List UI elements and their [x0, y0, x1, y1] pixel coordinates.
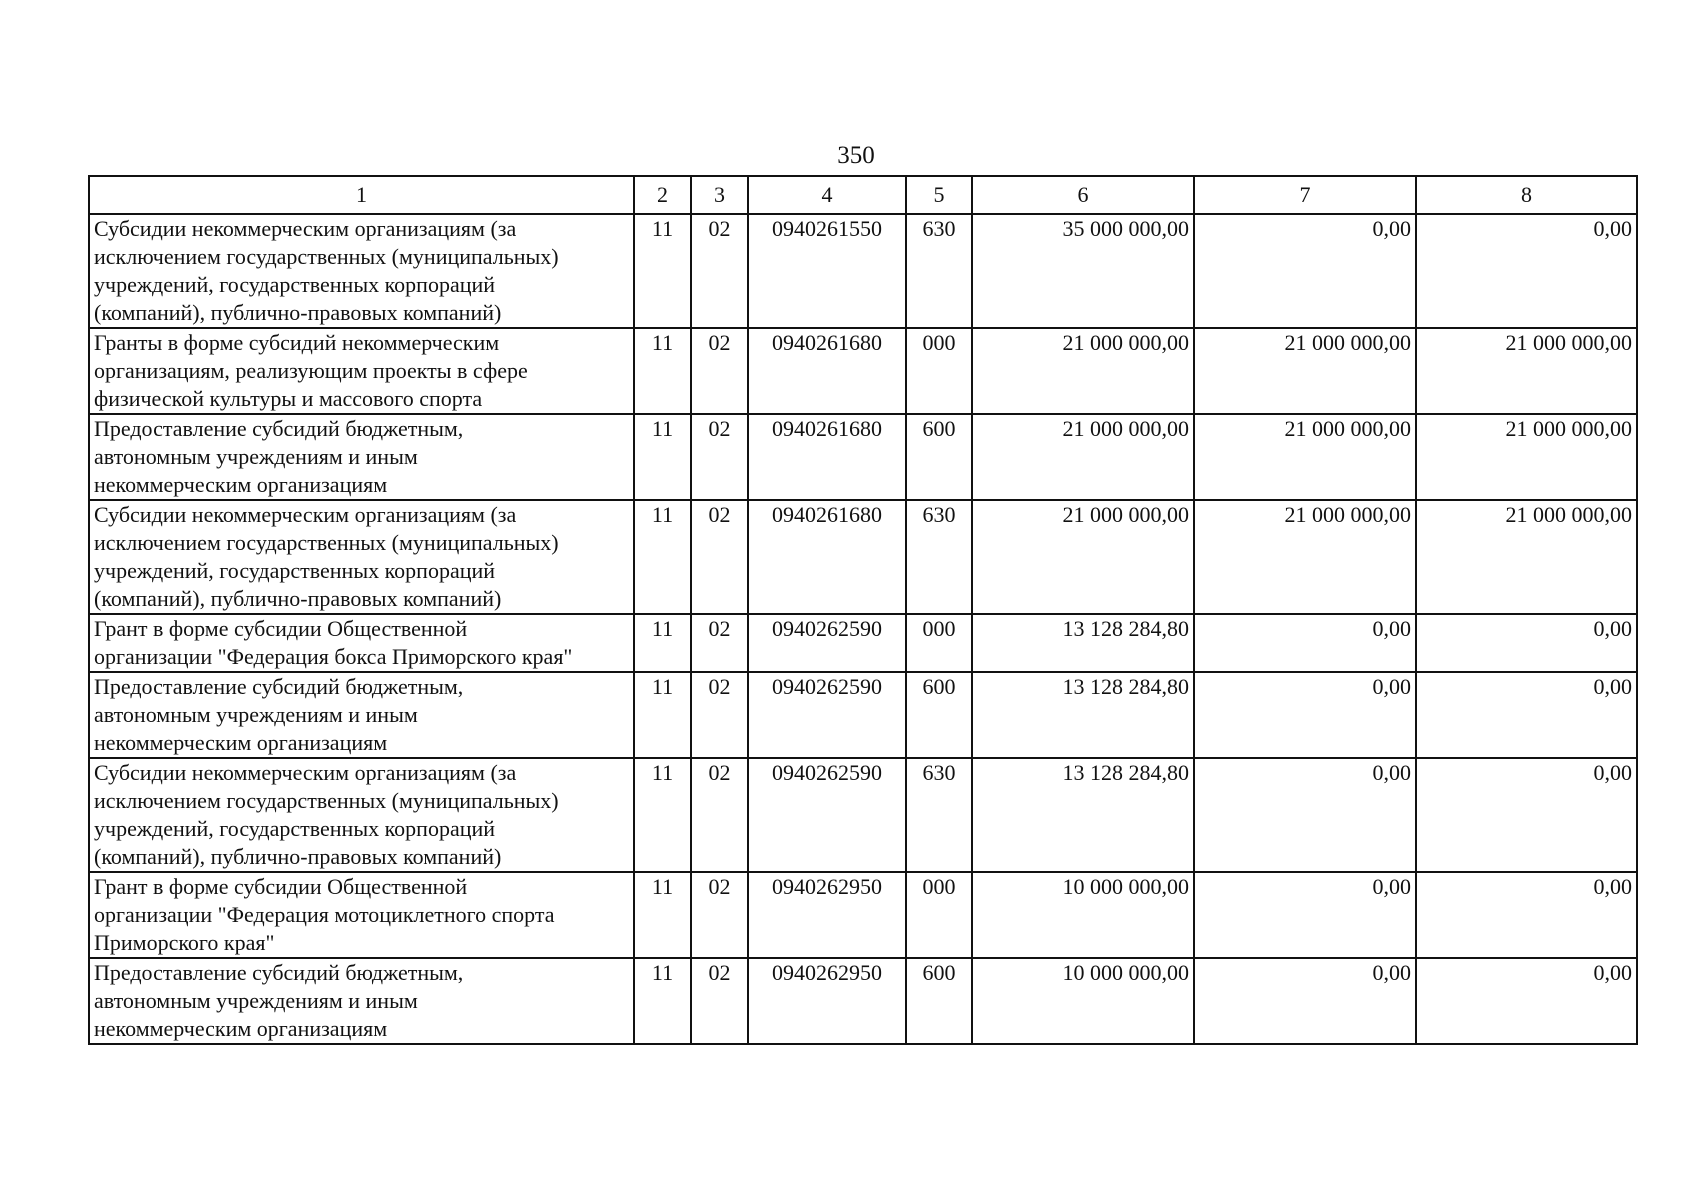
expense-type-code: 000 — [906, 872, 972, 958]
section-code: 11 — [634, 414, 691, 500]
description-line: организации "Федерация мотоциклетного спорта — [94, 902, 555, 927]
table-row — [89, 328, 1637, 414]
expense-type-code: 000 — [906, 328, 972, 414]
row-description — [89, 672, 634, 758]
expense-type-code: 630 — [906, 758, 972, 872]
header-row — [89, 176, 1637, 214]
amount-column-8: 0,00 — [1416, 214, 1637, 328]
description-line: учреждений, государственных корпораций — [94, 816, 496, 841]
target-article-code: 0940262590 — [748, 672, 906, 758]
amount-column-6: 13 128 284,80 — [972, 614, 1194, 672]
description-line: некоммерческим организациям — [94, 1016, 388, 1041]
amount-column-6: 35 000 000,00 — [972, 214, 1194, 328]
page-number: 350 — [837, 142, 875, 169]
description-line: Предоставление субсидий бюджетным, — [94, 674, 464, 699]
amount-column-7: 0,00 — [1194, 958, 1416, 1044]
description-line: Приморского края" — [94, 930, 275, 955]
budget-table — [88, 175, 1638, 1045]
row-description — [89, 758, 634, 872]
row-description — [89, 958, 634, 1044]
amount-column-6: 13 128 284,80 — [972, 758, 1194, 872]
table-row — [89, 872, 1637, 958]
description-line: некоммерческим организациям — [94, 730, 388, 755]
column-header: 1 — [89, 176, 634, 214]
amount-column-6: 21 000 000,00 — [972, 500, 1194, 614]
amount-column-8: 0,00 — [1416, 614, 1637, 672]
description-line: (компаний), публично-правовых компаний) — [94, 586, 502, 611]
amount-column-8: 21 000 000,00 — [1416, 500, 1637, 614]
description-line: исключением государственных (муниципальных) — [94, 788, 559, 813]
table-row — [89, 758, 1637, 872]
table-row — [89, 614, 1637, 672]
table-row — [89, 414, 1637, 500]
description-line: Субсидии некоммерческим организациям (за — [94, 216, 517, 241]
target-article-code: 0940262590 — [748, 614, 906, 672]
column-header: 4 — [748, 176, 906, 214]
amount-column-7: 21 000 000,00 — [1194, 500, 1416, 614]
expense-type-code: 630 — [906, 500, 972, 614]
expense-type-code: 600 — [906, 958, 972, 1044]
subsection-code: 02 — [691, 328, 748, 414]
row-description — [89, 500, 634, 614]
amount-column-8: 0,00 — [1416, 672, 1637, 758]
description-line: автономным учреждениям и иным — [94, 702, 418, 727]
amount-column-7: 0,00 — [1194, 614, 1416, 672]
description-line: Субсидии некоммерческим организациям (за — [94, 760, 517, 785]
amount-column-8: 0,00 — [1416, 758, 1637, 872]
amount-column-6: 21 000 000,00 — [972, 414, 1194, 500]
target-article-code: 0940262590 — [748, 758, 906, 872]
column-header: 7 — [1194, 176, 1416, 214]
amount-column-8: 21 000 000,00 — [1416, 328, 1637, 414]
target-article-code: 0940261680 — [748, 414, 906, 500]
target-article-code: 0940261680 — [748, 328, 906, 414]
subsection-code: 02 — [691, 672, 748, 758]
section-code: 11 — [634, 500, 691, 614]
description-line: Гранты в форме субсидий некоммерческим — [94, 330, 500, 355]
description-line: Субсидии некоммерческим организациям (за — [94, 502, 517, 527]
description-line: (компаний), публично-правовых компаний) — [94, 844, 502, 869]
row-description — [89, 414, 634, 500]
description-line: Грант в форме субсидии Общественной — [94, 616, 468, 641]
expense-type-code: 600 — [906, 414, 972, 500]
description-line: организациям, реализующим проекты в сфере — [94, 358, 528, 383]
description-line: исключением государственных (муниципальных) — [94, 530, 559, 555]
subsection-code: 02 — [691, 758, 748, 872]
expense-type-code: 000 — [906, 614, 972, 672]
target-article-code: 0940261550 — [748, 214, 906, 328]
section-code: 11 — [634, 614, 691, 672]
description-line: учреждений, государственных корпораций — [94, 558, 496, 583]
amount-column-8: 0,00 — [1416, 958, 1637, 1044]
table-body — [89, 214, 1637, 1044]
description-line: Предоставление субсидий бюджетным, — [94, 960, 464, 985]
subsection-code: 02 — [691, 214, 748, 328]
table-row — [89, 214, 1637, 328]
amount-column-6: 21 000 000,00 — [972, 328, 1194, 414]
column-header: 2 — [634, 176, 691, 214]
section-code: 11 — [634, 328, 691, 414]
subsection-code: 02 — [691, 958, 748, 1044]
column-header: 6 — [972, 176, 1194, 214]
amount-column-7: 0,00 — [1194, 872, 1416, 958]
subsection-code: 02 — [691, 414, 748, 500]
target-article-code: 0940261680 — [748, 500, 906, 614]
amount-column-6: 10 000 000,00 — [972, 872, 1194, 958]
row-description — [89, 214, 634, 328]
description-line: организации "Федерация бокса Приморского края" — [94, 644, 573, 669]
table-row — [89, 672, 1637, 758]
description-line: учреждений, государственных корпораций — [94, 272, 496, 297]
description-line: автономным учреждениям и иным — [94, 444, 418, 469]
row-description — [89, 328, 634, 414]
section-code: 11 — [634, 872, 691, 958]
description-line: (компаний), публично-правовых компаний) — [94, 300, 502, 325]
description-line: Грант в форме субсидии Общественной — [94, 874, 468, 899]
section-code: 11 — [634, 214, 691, 328]
description-line: физической культуры и массового спорта — [94, 386, 483, 411]
description-line: исключением государственных (муниципальных) — [94, 244, 559, 269]
description-line: Предоставление субсидий бюджетным, — [94, 416, 464, 441]
section-code: 11 — [634, 672, 691, 758]
target-article-code: 0940262950 — [748, 958, 906, 1044]
subsection-code: 02 — [691, 614, 748, 672]
amount-column-7: 21 000 000,00 — [1194, 414, 1416, 500]
subsection-code: 02 — [691, 500, 748, 614]
target-article-code: 0940262950 — [748, 872, 906, 958]
column-header: 3 — [691, 176, 748, 214]
table-row — [89, 500, 1637, 614]
amount-column-6: 10 000 000,00 — [972, 958, 1194, 1044]
expense-type-code: 600 — [906, 672, 972, 758]
amount-column-7: 21 000 000,00 — [1194, 328, 1416, 414]
amount-column-8: 21 000 000,00 — [1416, 414, 1637, 500]
amount-column-7: 0,00 — [1194, 214, 1416, 328]
amount-column-8: 0,00 — [1416, 872, 1637, 958]
row-description — [89, 872, 634, 958]
table-row — [89, 958, 1637, 1044]
section-code: 11 — [634, 958, 691, 1044]
column-header: 8 — [1416, 176, 1637, 214]
subsection-code: 02 — [691, 872, 748, 958]
section-code: 11 — [634, 758, 691, 872]
description-line: автономным учреждениям и иным — [94, 988, 418, 1013]
column-header: 5 — [906, 176, 972, 214]
expense-type-code: 630 — [906, 214, 972, 328]
amount-column-7: 0,00 — [1194, 672, 1416, 758]
description-line: некоммерческим организациям — [94, 472, 388, 497]
amount-column-6: 13 128 284,80 — [972, 672, 1194, 758]
row-description — [89, 614, 634, 672]
amount-column-7: 0,00 — [1194, 758, 1416, 872]
